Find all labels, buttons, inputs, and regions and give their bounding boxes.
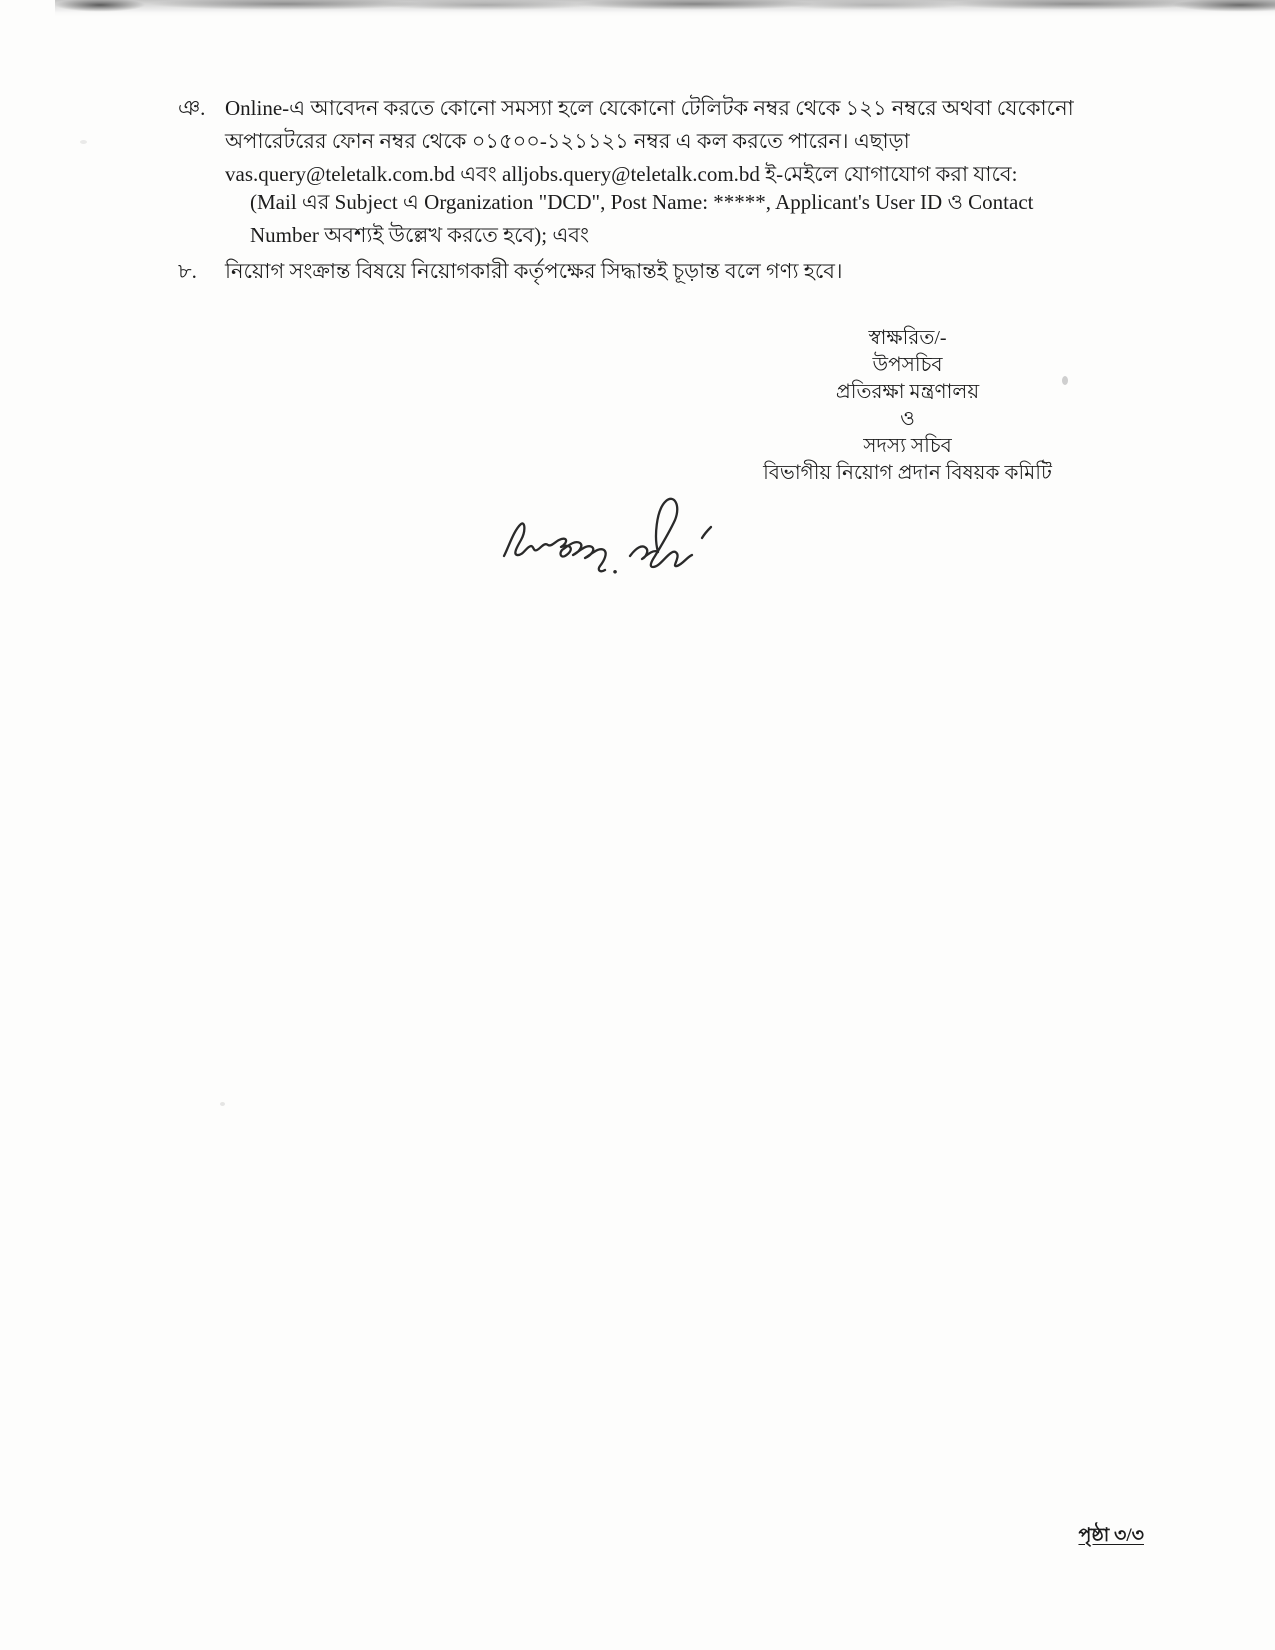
list-item-marker: ৮. bbox=[178, 259, 197, 283]
scan-artifact-band bbox=[55, 0, 1275, 17]
committee: বিভাগীয় নিয়োগ প্রদান বিষয়ক কমিটি bbox=[763, 462, 1052, 484]
page-number-label: পৃষ্ঠা ৩/৩ bbox=[1078, 1525, 1144, 1546]
scan-speck bbox=[80, 140, 87, 144]
list-item-text: নিয়োগ সংক্রান্ত বিষয়ে নিয়োগকারী কর্তৃপক্ষের সিদ্ধান্তই চূড়ান্ত বলে গণ্য হবে। bbox=[225, 259, 843, 283]
ministry: প্রতিরক্ষা মন্ত্রণালয় bbox=[835, 381, 980, 403]
conjunction: ও bbox=[900, 408, 915, 430]
role: সদস্য সচিব bbox=[863, 435, 952, 457]
list-item-final-decision bbox=[178, 255, 1100, 288]
mail-subject-note: (Mail এর Subject এ Organization "DCD", Post Name: *****, Applicant's User ID ও Contact Number অবশ্যই উল্লেখ করতে হবে); এবং bbox=[250, 190, 1034, 247]
list-item-text: Online-এ আবেদন করতে কোনো সমস্যা হলে যেকোনো টেলিটক নম্বর থেকে ১২১ নম্বরে অথবা যেকোনো অপারেটরের ফোন নম্বর থেকে ০১৫০০-১২১১২১ নম্বর এ কল করতে পারেন। এছাড়া vas.query@teletalk.com.bd এবং alljobs.query@teletalk.com.bd ই-মেইলে যোগাযোগ করা যাবে: bbox=[225, 96, 1074, 186]
list-item-online-help bbox=[178, 92, 1100, 191]
handwritten-signature-image bbox=[498, 486, 716, 574]
list-item-marker: ঞ. bbox=[178, 96, 206, 120]
signed-label: স্বাক্ষরিত/- bbox=[868, 327, 947, 349]
scan-speck bbox=[1062, 376, 1068, 385]
scan-speck bbox=[220, 1102, 225, 1106]
designation: উপসচিব bbox=[872, 354, 943, 376]
signature-block bbox=[745, 325, 1070, 487]
